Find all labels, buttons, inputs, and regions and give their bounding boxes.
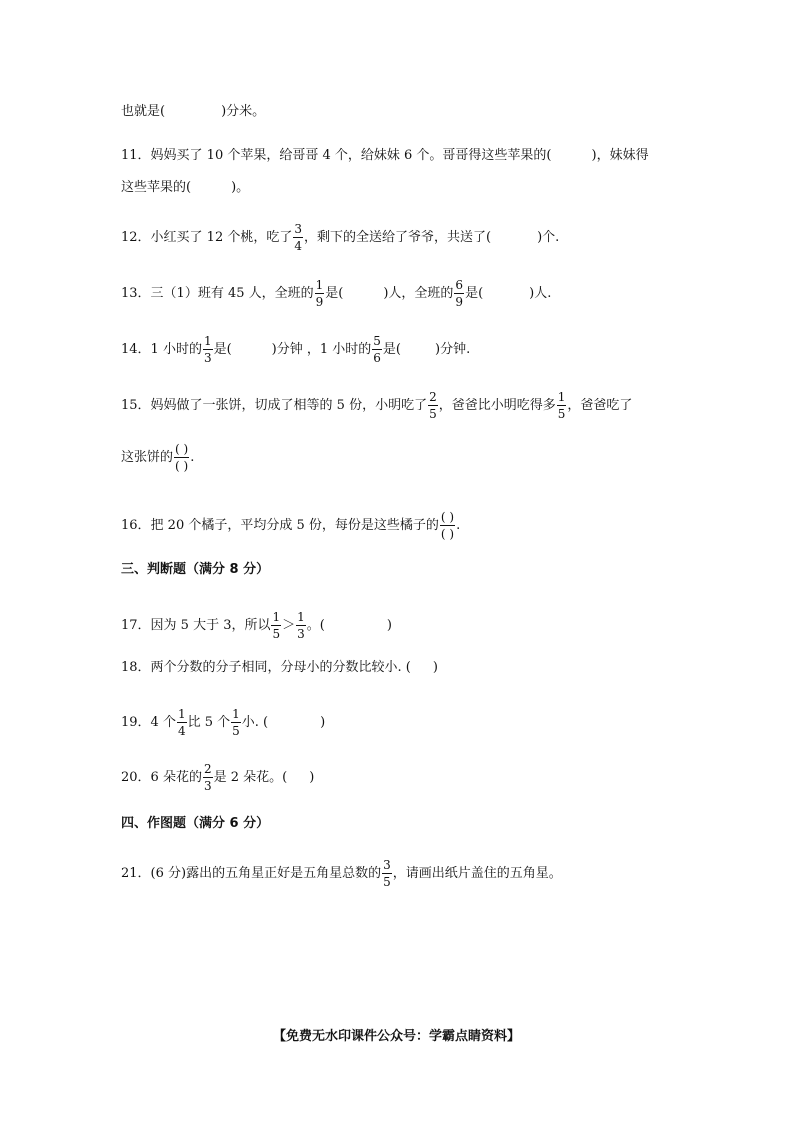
question-16: 16．把 20 个橘子，平均分成 5 份，每份是这些橘子的 $\frac{( )}{( )}$ . bbox=[121, 510, 461, 541]
fraction: $\frac{6}{9}$ bbox=[455, 278, 464, 309]
question-13: 13．三（1）班有 45 人，全班的 $\frac{1}{9}$ 是( )人，全班的 $\frac{6}{9}$ 是( )人. bbox=[121, 278, 552, 309]
question-15-line1: 15．妈妈做了一张饼，切成了相等的 5 份，小明吃了 $\frac{2}{5}$ ，爸爸比小明吃得多 $\frac{1}{5}$ ，爸爸吃了 bbox=[121, 390, 633, 421]
page-footer: 【免费无水印课件公众号：学霸点睛资料】 bbox=[272, 1029, 520, 1044]
section-heading-drawing: 四、作图题（满分 6 分） bbox=[121, 816, 270, 831]
question-20: 20．6 朵花的 $\frac{2}{3}$ 是 2 朵花。( ) bbox=[121, 762, 315, 793]
question-12: 12．小红买了 12 个桃，吃了 $\frac{3}{4}$ ，剩下的全送给了爷爷，共送了( )个. bbox=[121, 222, 560, 253]
fraction: $\frac{1}{5}$ bbox=[272, 610, 281, 641]
question-15-line2: 这张饼的 $\frac{( )}{( )}$ . bbox=[121, 442, 195, 473]
fraction: $\frac{2}{3}$ bbox=[203, 762, 212, 793]
question-11-line2: 这些苹果的( )。 bbox=[121, 180, 250, 195]
fraction: $\frac{1}{3}$ bbox=[203, 334, 212, 365]
q10-continuation: 也就是( )分米。 bbox=[121, 104, 266, 119]
question-18: 18．两个分数的分子相同，分母小的分数比较小. ( ) bbox=[121, 660, 438, 675]
question-14: 14．1 小时的 $\frac{1}{3}$ 是( )分钟 ，1 小时的 $\frac{5}{6}$ 是( )分钟. bbox=[121, 334, 471, 365]
fraction: $\frac{1}{4}$ bbox=[177, 707, 186, 738]
fraction-blank[interactable]: $\frac{( )}{( )}$ bbox=[175, 442, 189, 473]
fraction-blank[interactable]: $\frac{( )}{( )}$ bbox=[440, 510, 455, 541]
question-19: 19．4 个 $\frac{1}{4}$ 比 5 个 $\frac{1}{5}$ 小. ( ) bbox=[121, 707, 326, 738]
fraction: $\frac{2}{5}$ bbox=[429, 390, 437, 421]
fraction: $\frac{3}{4}$ bbox=[294, 222, 302, 253]
fraction: $\frac{5}{6}$ bbox=[373, 334, 381, 365]
fraction: $\frac{3}{5}$ bbox=[383, 858, 391, 889]
fraction: $\frac{1}{5}$ bbox=[557, 390, 566, 421]
fraction: $\frac{1}{5}$ bbox=[232, 707, 240, 738]
section-heading-judgement: 三、判断题（满分 8 分） bbox=[121, 562, 270, 577]
question-11-line1: 11．妈妈买了 10 个苹果，给哥哥 4 个，给妹妹 6 个。哥哥得这些苹果的( )，妹妹得 bbox=[121, 148, 649, 163]
question-17: 17．因为 5 大于 3，所以 $\frac{1}{5}$ ＞ $\frac{1}{3}$ 。( ) bbox=[121, 610, 392, 641]
fraction: $\frac{1}{3}$ bbox=[297, 610, 305, 641]
question-21: 21．(6 分)露出的五角星正好是五角星总数的 $\frac{3}{5}$ ，请画出纸片盖住的五角星。 bbox=[121, 858, 562, 889]
fraction: $\frac{1}{9}$ bbox=[315, 278, 324, 309]
